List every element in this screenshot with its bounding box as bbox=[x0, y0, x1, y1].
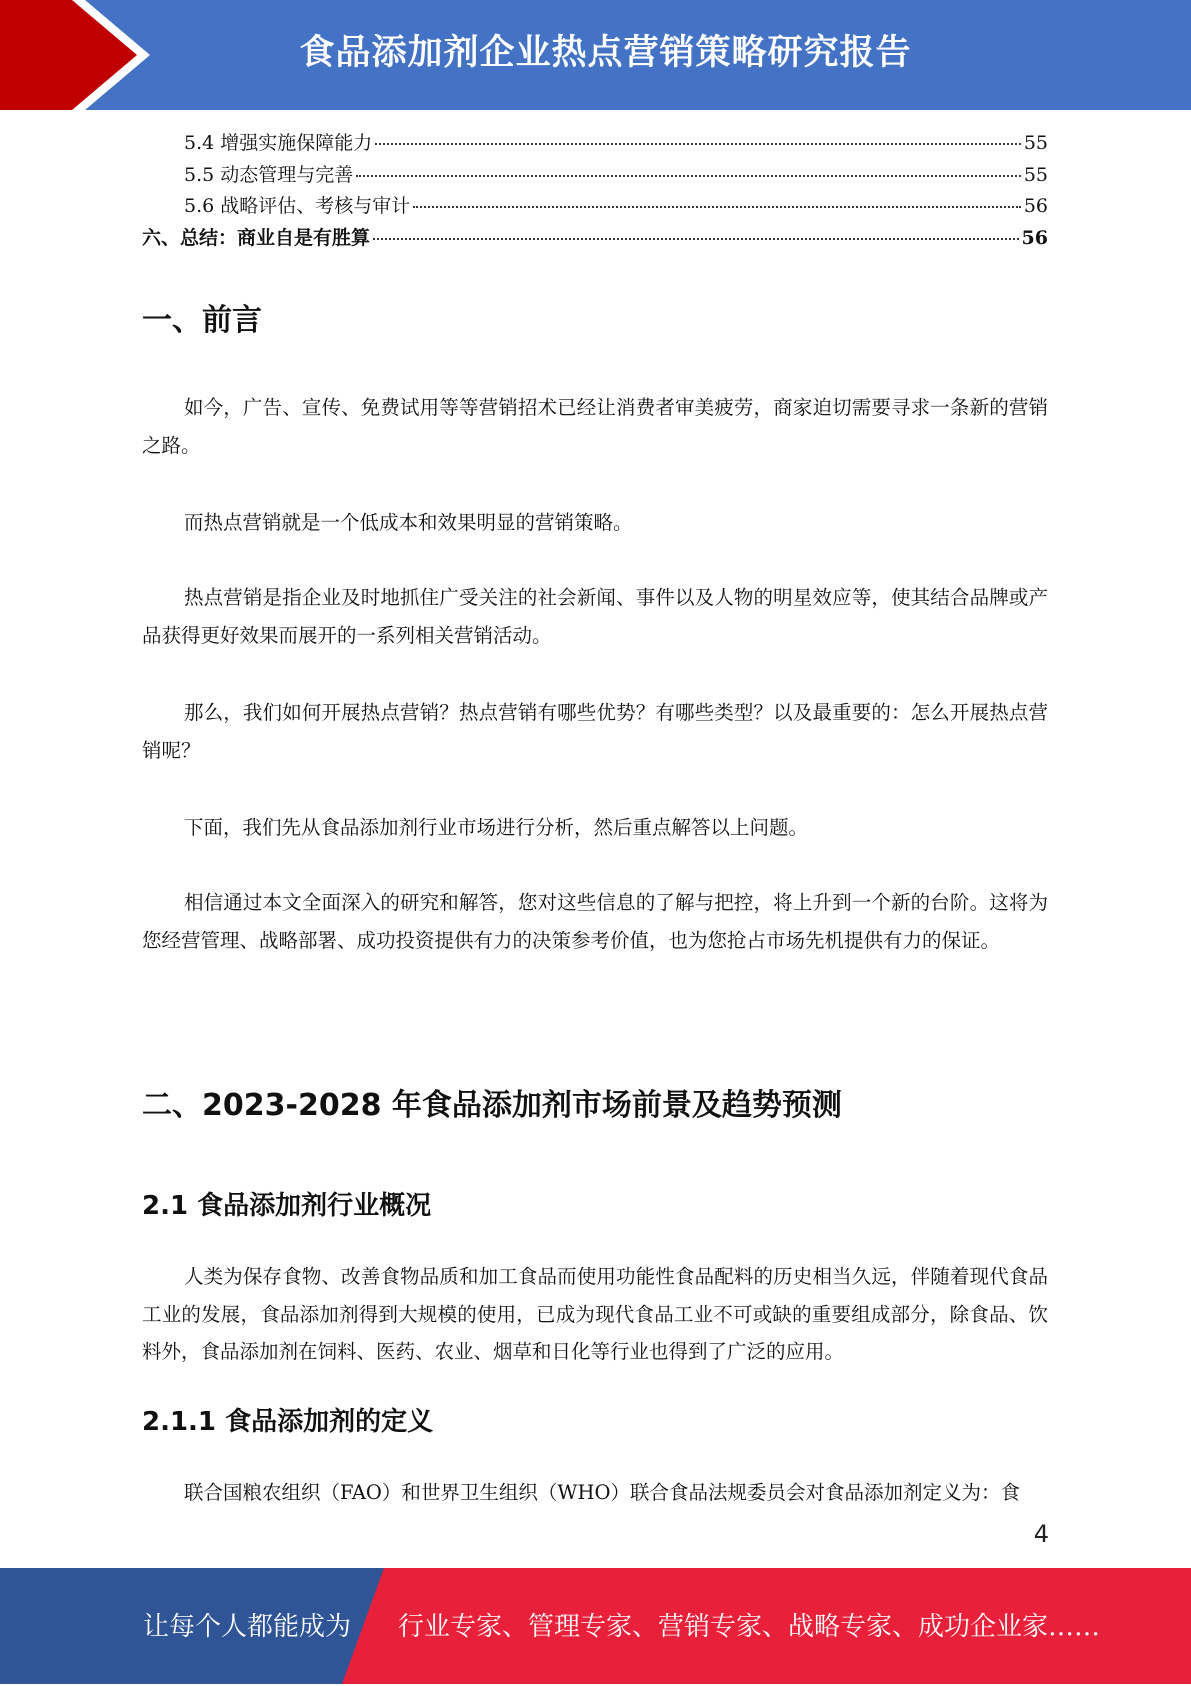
toc-leader-dots bbox=[356, 175, 1021, 177]
toc-entry-page: 56 bbox=[1021, 226, 1048, 249]
toc-leader-dots bbox=[413, 206, 1021, 208]
section-heading-preface: 一、前言 bbox=[142, 303, 262, 338]
paragraph: 人类为保存食物、改善食物品质和加工食品而使用功能性食品配料的历史相当久远，伴随着现代食品工业的发展，食品添加剂得到大规模的使用，已成为现代食品工业不可或缺的重要组成部分，除食品、饮料外，食品添加剂在饲料、医药、农业、烟草和日化等行业也得到了广泛的应用。 bbox=[142, 1265, 1048, 1363]
paragraph: 相信通过本文全面深入的研究和解答，您对这些信息的了解与把控，将上升到一个新的台阶。这将为您经营管理、战略部署、成功投资提供有力的决策参考价值，也为您抢占市场先机提供有力的保证。 bbox=[142, 891, 1048, 952]
footer-slogan-right: 行业专家、管理专家、营销专家、战略专家、成功企业家…… bbox=[398, 1612, 1101, 1642]
toc-entry-page: 56 bbox=[1023, 195, 1048, 217]
toc-entry[interactable] bbox=[142, 223, 1048, 255]
subsection-heading-industry-overview: 2.1 食品添加剂行业概况 bbox=[142, 1191, 432, 1221]
toc-entry[interactable] bbox=[142, 191, 1048, 223]
toc-entry-page: 55 bbox=[1023, 132, 1048, 154]
toc-entry-page: 55 bbox=[1023, 163, 1048, 186]
paragraph: 那么，我们如何开展热点营销？热点营销有哪些优势？有哪些类型？以及最重要的：怎么开展热点营销呢？ bbox=[142, 701, 1048, 762]
paragraph: 而热点营销就是一个低成本和效果明显的营销策略。 bbox=[184, 511, 633, 534]
footer-slogan-left: 让每个人都能成为 bbox=[143, 1612, 352, 1642]
paragraph: 联合国粮农组织（FAO）和世界卫生组织（WHO）联合食品法规委员会对食品添加剂定义为：食 bbox=[184, 1481, 1020, 1504]
section-heading-market-outlook: 二、2023-2028 年食品添加剂市场前景及趋势预测 bbox=[142, 1088, 842, 1123]
toc-entry-label: 六、总结：商业自是有胜算 bbox=[142, 226, 371, 249]
table-of-contents bbox=[142, 128, 1048, 254]
toc-leader-dots bbox=[373, 238, 1019, 240]
page-header bbox=[0, 0, 1191, 110]
toc-entry-label: 5.6 战略评估、考核与审计 bbox=[184, 195, 411, 217]
toc-entry-label: 5.5 动态管理与完善 bbox=[184, 163, 354, 186]
report-title: 食品添加剂企业热点营销策略研究报告 bbox=[299, 33, 912, 73]
toc-leader-dots bbox=[375, 143, 1021, 145]
subsection-heading-definition: 2.1.1 食品添加剂的定义 bbox=[142, 1407, 434, 1437]
toc-entry[interactable] bbox=[142, 160, 1048, 192]
toc-entry[interactable] bbox=[142, 128, 1048, 160]
toc-entry-label: 5.4 增强实施保障能力 bbox=[184, 132, 373, 154]
paragraph: 如今，广告、宣传、免费试用等等营销招术已经让消费者审美疲劳，商家迫切需要寻求一条新的营销之路。 bbox=[142, 396, 1048, 457]
paragraph: 热点营销是指企业及时地抓住广受关注的社会新闻、事件以及人物的明星效应等，使其结合品牌或产品获得更好效果而展开的一系列相关营销活动。 bbox=[142, 586, 1048, 647]
page-footer bbox=[0, 1568, 1191, 1684]
page-number: 4 bbox=[1033, 1520, 1049, 1548]
paragraph: 下面，我们先从食品添加剂行业市场进行分析，然后重点解答以上问题。 bbox=[184, 816, 809, 839]
